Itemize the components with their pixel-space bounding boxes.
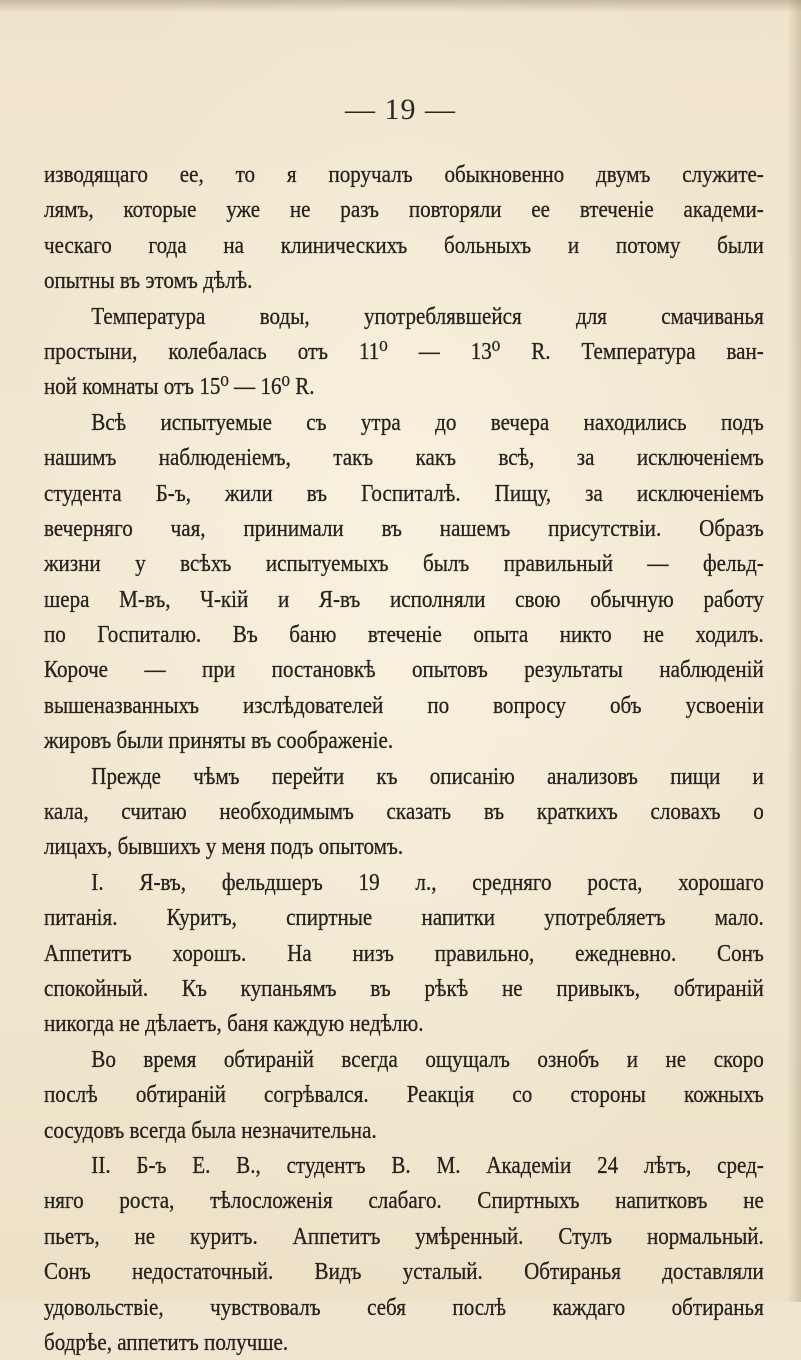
text-line: опытны въ этомъ дѣлѣ. [44, 267, 253, 295]
text-line: студента Б-ъ, жили въ Госпиталѣ. Пищу, за исключеніемъ [44, 479, 764, 507]
text-line: Короче — при постановкѣ опытовъ результаты наблюденій [44, 656, 764, 684]
right-edge-shadow [787, 0, 801, 1302]
text-line: лямъ, которые уже не разъ повторяли ее втеченіе академи- [44, 196, 764, 224]
text-line: ной комнаты отъ 15⁰ — 16⁰ R. [44, 373, 315, 401]
text-line: Во время обтираній всегда ощущалъ ознобъ и не скоро [91, 1045, 764, 1073]
text-line: Аппетитъ хорошъ. На низъ правильно, ежедневно. Сонъ [44, 939, 764, 967]
text-line: ческаго года на клиническихъ больныхъ и потому были [44, 231, 764, 259]
text-line: Температура воды, употреблявшейся для смачиванья [91, 302, 764, 330]
body-text [44, 157, 764, 1360]
page-number: — 19 — [345, 93, 456, 126]
text-line: Сонъ недостаточный. Видъ усталый. Обтиранья доставляли [44, 1258, 764, 1286]
text-line: Прежде чѣмъ перейти къ описанію анализовъ пищи и [91, 762, 764, 790]
text-line: никогда не дѣлаетъ, баня каждую недѣлю. [44, 1010, 424, 1038]
text-line: пьетъ, не куритъ. Аппетитъ умѣренный. Стулъ нормальный. [44, 1222, 764, 1250]
text-line: жировъ были приняты въ соображеніе. [44, 727, 394, 755]
text-line: Всѣ испытуемые съ утра до вечера находились подъ [91, 408, 764, 436]
text-line: няго роста, тѣлосложенія слабаго. Спиртныхъ напитковъ не [44, 1187, 764, 1215]
text-line: вышеназванныхъ изслѣдователей по вопросу объ усвоеніи [44, 691, 764, 719]
text-line: послѣ обтираній согрѣвался. Реакція со стороны кожныхъ [44, 1081, 764, 1109]
top-edge-shadow [0, 0, 801, 12]
text-line: лицахъ, бывшихъ у меня подъ опытомъ. [44, 833, 404, 861]
text-line: бодрѣе, аппетитъ получше. [44, 1328, 289, 1356]
text-line: I. Я-въ, фельдшеръ 19 л., средняго роста, хорошаго [91, 868, 764, 896]
text-line: жизни у всѣхъ испытуемыхъ былъ правильный — фельд- [44, 550, 764, 578]
text-line: нашимъ наблюденіемъ, такъ какъ всѣ, за исключеніемъ [44, 444, 764, 472]
text-line: простыни, колебалась отъ 11⁰ — 13⁰ R. Температура ван- [44, 337, 764, 365]
text-line: изводящаго ее, то я поручалъ обыкновенно двумъ служите- [44, 161, 764, 188]
text-line: спокойный. Къ купаньямъ въ рѣкѣ не привыкъ, обтираній [44, 974, 764, 1002]
text-line: кала, считаю необходимымъ сказать въ краткихъ словахъ о [44, 798, 764, 826]
text-line: шера М-въ, Ч-кій и Я-въ исполняли свою обычную работу [44, 585, 764, 613]
text-line: II. Б-ъ Е. В., студентъ В. М. Академіи 24 лѣтъ, сред- [91, 1151, 764, 1179]
text-line: питанія. Куритъ, спиртные напитки употребляетъ мало. [44, 904, 764, 932]
text-line: вечерняго чая, принимали въ нашемъ присутствіи. Образъ [44, 514, 764, 542]
text-line: удовольствіе, чувствовалъ себя послѣ каждаго обтиранья [44, 1293, 764, 1321]
text-line: по Госпиталю. Въ баню втеченіе опыта никто не ходилъ. [44, 621, 764, 649]
text-line: сосудовъ всегда была незначительна. [44, 1116, 377, 1144]
